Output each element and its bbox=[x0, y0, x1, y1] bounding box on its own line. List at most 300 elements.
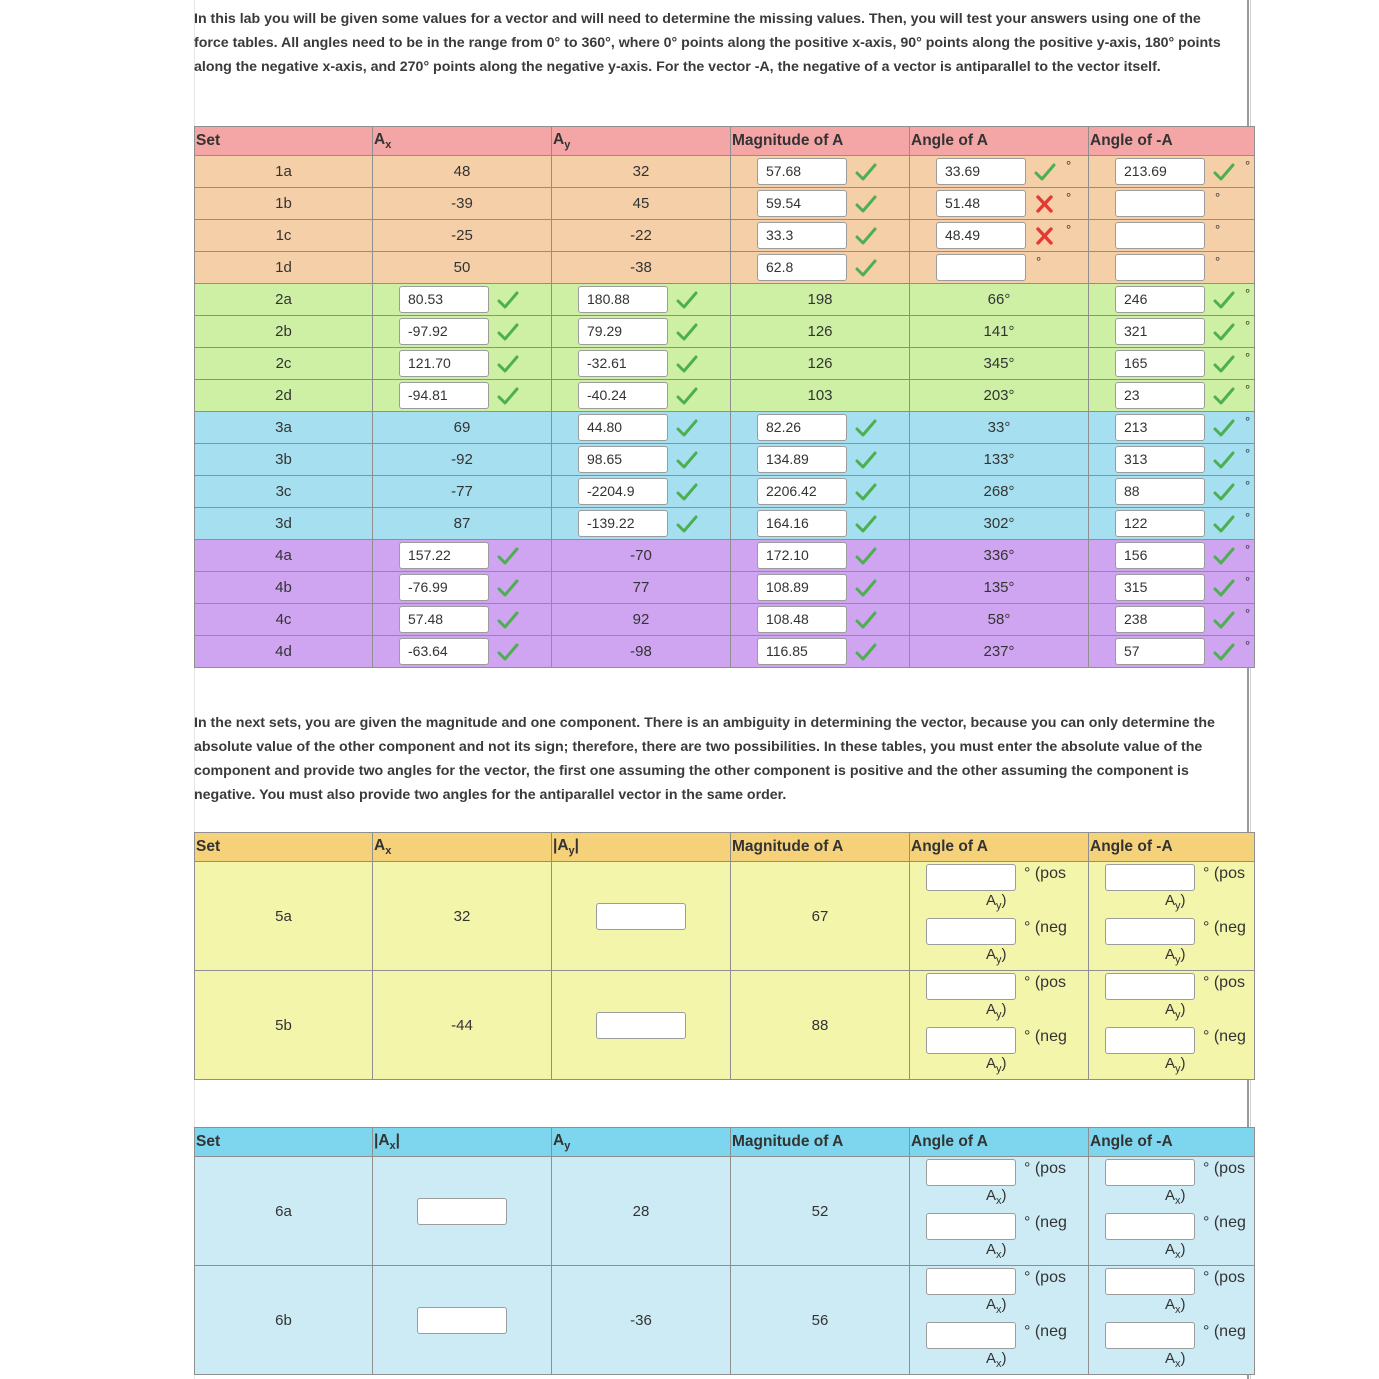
check-icon bbox=[497, 547, 519, 565]
cell-mag bbox=[731, 604, 910, 636]
cell-content bbox=[731, 220, 909, 251]
check-icon bbox=[676, 291, 698, 309]
ax-input[interactable]: -63.64 bbox=[399, 638, 489, 665]
angle-input[interactable] bbox=[926, 864, 1016, 891]
table-row bbox=[195, 156, 1255, 188]
check-icon bbox=[676, 451, 698, 469]
angle-input[interactable] bbox=[926, 1268, 1016, 1295]
cell-ax: 69 bbox=[373, 412, 552, 444]
table-row bbox=[195, 380, 1255, 412]
cell-ay bbox=[552, 380, 731, 412]
ambiguous-angle-entry bbox=[1089, 1025, 1254, 1079]
ambiguous-angle-entry bbox=[910, 1025, 1088, 1079]
cell-content bbox=[552, 380, 730, 411]
header-ay: $A_y$ bbox=[552, 1128, 731, 1157]
set-label: 3c bbox=[195, 476, 373, 508]
mag-input[interactable]: 164.16 bbox=[757, 510, 847, 537]
check-icon bbox=[855, 227, 877, 245]
angle-input[interactable] bbox=[1105, 1322, 1195, 1349]
ax-input[interactable]: -76.99 bbox=[399, 574, 489, 601]
cell-content bbox=[373, 380, 551, 411]
ambiguous-angle-entry bbox=[910, 1211, 1088, 1265]
cell-abs-ax bbox=[373, 1157, 552, 1266]
angle-input[interactable] bbox=[1105, 1027, 1195, 1054]
ambiguous-angle-entry bbox=[1089, 1266, 1254, 1320]
check-icon bbox=[1213, 483, 1235, 501]
nang-input[interactable]: 23 bbox=[1115, 382, 1205, 409]
header-neg-angle: Angle of -A bbox=[1089, 127, 1255, 156]
ambiguous-angle-entry bbox=[1089, 1157, 1254, 1211]
cell-content bbox=[731, 252, 909, 283]
cell-content bbox=[731, 412, 909, 443]
nang-input[interactable]: 165 bbox=[1115, 350, 1205, 377]
degree-symbol: ° bbox=[1245, 446, 1251, 461]
degree-symbol: ° bbox=[1215, 222, 1221, 237]
ambiguous-angle-entry bbox=[910, 862, 1088, 916]
mag-input[interactable]: 33.3 bbox=[757, 222, 847, 249]
header-abs-ay: $|A_y|$ bbox=[552, 833, 731, 862]
angle-input[interactable] bbox=[926, 1027, 1016, 1054]
ax-input[interactable]: -94.81 bbox=[399, 382, 489, 409]
cell-ay: 45 bbox=[552, 188, 731, 220]
cell-ang: 268° bbox=[910, 476, 1089, 508]
cell-ang: 66° bbox=[910, 284, 1089, 316]
cell-ang: 141° bbox=[910, 316, 1089, 348]
cell-angle bbox=[910, 971, 1089, 1080]
degree-symbol: ° bbox=[1245, 414, 1251, 429]
degree-symbol: ° bbox=[1245, 286, 1251, 301]
component-label: $A_y$) bbox=[986, 946, 1007, 966]
check-icon bbox=[855, 163, 877, 181]
header-magnitude: Magnitude of A bbox=[731, 1128, 910, 1157]
cell-ax bbox=[373, 284, 552, 316]
mag-input[interactable]: 62.8 bbox=[757, 254, 847, 281]
cell-abs-ay bbox=[552, 862, 731, 971]
mag-input[interactable]: 2206.42 bbox=[757, 478, 847, 505]
cell-ay: -98 bbox=[552, 636, 731, 668]
header-set: Set bbox=[195, 1128, 373, 1157]
check-icon bbox=[1213, 451, 1235, 469]
cell-angle bbox=[910, 1266, 1089, 1375]
cell-content bbox=[1089, 284, 1254, 315]
cell-nang bbox=[1089, 220, 1255, 252]
angle-input[interactable] bbox=[926, 973, 1016, 1000]
cell-content bbox=[731, 604, 909, 635]
header-ax: $A_x$ bbox=[373, 833, 552, 862]
component-label: $A_y$) bbox=[986, 1001, 1007, 1021]
cell-ax: 32 bbox=[373, 862, 552, 971]
angle-input[interactable] bbox=[926, 1213, 1016, 1240]
cell-ang: 203° bbox=[910, 380, 1089, 412]
cell-content bbox=[373, 636, 551, 667]
cell-ay bbox=[552, 476, 731, 508]
cell-ang: 33° bbox=[910, 412, 1089, 444]
ang-input[interactable]: 48.49 bbox=[936, 222, 1026, 249]
cell-content bbox=[552, 444, 730, 475]
cell-ang bbox=[910, 156, 1089, 188]
cell-content bbox=[1089, 604, 1254, 635]
cell-nang bbox=[1089, 508, 1255, 540]
cell-content bbox=[552, 284, 730, 315]
cell-mag bbox=[731, 252, 910, 284]
ax-input[interactable]: 157.22 bbox=[399, 542, 489, 569]
ambiguous-angle-entry bbox=[910, 971, 1088, 1025]
check-icon bbox=[676, 419, 698, 437]
ambiguous-angle-entry bbox=[1089, 971, 1254, 1025]
nang-input[interactable]: 321 bbox=[1115, 318, 1205, 345]
ax-input[interactable]: 80.53 bbox=[399, 286, 489, 313]
cell-nang bbox=[1089, 348, 1255, 380]
mag-input[interactable]: 134.89 bbox=[757, 446, 847, 473]
nang-input[interactable]: 246 bbox=[1115, 286, 1205, 313]
set-label: 5b bbox=[195, 971, 373, 1080]
ax-input[interactable]: -97.92 bbox=[399, 318, 489, 345]
degree-symbol: ° bbox=[1215, 254, 1221, 269]
cell-ax: -25 bbox=[373, 220, 552, 252]
mag-input[interactable]: 57.68 bbox=[757, 158, 847, 185]
component-label: $A_x$) bbox=[986, 1296, 1007, 1316]
check-icon bbox=[676, 515, 698, 533]
cell-nang bbox=[1089, 604, 1255, 636]
set-label: 1b bbox=[195, 188, 373, 220]
degree-symbol: ° bbox=[1245, 542, 1251, 557]
check-icon bbox=[1213, 163, 1235, 181]
component-label: $A_x$) bbox=[1165, 1350, 1186, 1370]
mag-input[interactable]: 59.54 bbox=[757, 190, 847, 217]
set-label: 4b bbox=[195, 572, 373, 604]
degree-symbol: ° bbox=[1245, 638, 1251, 653]
cell-ax bbox=[373, 604, 552, 636]
component-label: $A_y$) bbox=[1165, 1001, 1186, 1021]
cell-content bbox=[1089, 380, 1254, 411]
check-icon bbox=[676, 323, 698, 341]
set-label: 3a bbox=[195, 412, 373, 444]
header-set: Set bbox=[195, 833, 373, 862]
check-icon bbox=[855, 451, 877, 469]
cell-content bbox=[731, 540, 909, 571]
cell-ax bbox=[373, 316, 552, 348]
angle-input[interactable] bbox=[1105, 864, 1195, 891]
degree-symbol: ° bbox=[1245, 318, 1251, 333]
table-row bbox=[195, 540, 1255, 572]
cell-ax bbox=[373, 572, 552, 604]
cell-magnitude: 88 bbox=[731, 971, 910, 1080]
angle-input[interactable] bbox=[1105, 973, 1195, 1000]
check-icon bbox=[497, 611, 519, 629]
cell-ax bbox=[373, 540, 552, 572]
angle-label: ° (neg bbox=[1024, 919, 1067, 936]
cell-ay: -38 bbox=[552, 252, 731, 284]
check-icon bbox=[855, 643, 877, 661]
cell-magnitude: 56 bbox=[731, 1266, 910, 1375]
table-row bbox=[195, 1266, 1255, 1375]
cell-ay bbox=[552, 316, 731, 348]
cell-content bbox=[552, 348, 730, 379]
table-row bbox=[195, 188, 1255, 220]
cell-content bbox=[731, 636, 909, 667]
abs-ax-input[interactable] bbox=[417, 1198, 507, 1225]
cell-ax bbox=[373, 380, 552, 412]
mag-input[interactable]: 82.26 bbox=[757, 414, 847, 441]
table-row bbox=[195, 444, 1255, 476]
check-icon bbox=[1213, 611, 1235, 629]
ay-input[interactable]: 44.80 bbox=[578, 414, 668, 441]
degree-symbol: ° bbox=[1245, 574, 1251, 589]
check-icon bbox=[855, 547, 877, 565]
cell-content bbox=[373, 540, 551, 571]
header-set: Set bbox=[195, 127, 373, 156]
cell-nang bbox=[1089, 412, 1255, 444]
check-icon bbox=[855, 419, 877, 437]
cell-nang bbox=[1089, 316, 1255, 348]
cell-ay: -36 bbox=[552, 1266, 731, 1375]
component-label: $A_x$) bbox=[1165, 1241, 1186, 1261]
cell-content bbox=[731, 572, 909, 603]
cell-content bbox=[373, 572, 551, 603]
table-row bbox=[195, 862, 1255, 971]
set-label: 2d bbox=[195, 380, 373, 412]
angle-label: ° (pos bbox=[1024, 1160, 1066, 1177]
nang-input[interactable]: 122 bbox=[1115, 510, 1205, 537]
angle-input[interactable] bbox=[926, 1159, 1016, 1186]
check-icon bbox=[855, 611, 877, 629]
check-icon bbox=[1213, 515, 1235, 533]
ang-input[interactable]: 33.69 bbox=[936, 158, 1026, 185]
cell-ang: 58° bbox=[910, 604, 1089, 636]
check-icon bbox=[676, 387, 698, 405]
check-icon bbox=[676, 355, 698, 373]
nang-input[interactable]: 213 bbox=[1115, 414, 1205, 441]
set-label: 4d bbox=[195, 636, 373, 668]
mag-input[interactable]: 116.85 bbox=[757, 638, 847, 665]
cell-content bbox=[1089, 348, 1254, 379]
set-label: 4a bbox=[195, 540, 373, 572]
cell-ax: 50 bbox=[373, 252, 552, 284]
header-magnitude: Magnitude of A bbox=[731, 127, 910, 156]
cell-ay bbox=[552, 508, 731, 540]
cell-ax: 87 bbox=[373, 508, 552, 540]
set-label: 1a bbox=[195, 156, 373, 188]
cell-ay: -22 bbox=[552, 220, 731, 252]
cell-content bbox=[1089, 540, 1254, 571]
table-row bbox=[195, 348, 1255, 380]
cell-ang: 336° bbox=[910, 540, 1089, 572]
angle-input[interactable] bbox=[1105, 1268, 1195, 1295]
abs-ay-input[interactable] bbox=[596, 903, 686, 930]
cell-ang bbox=[910, 252, 1089, 284]
table-row bbox=[195, 971, 1255, 1080]
ambiguous-angle-entry bbox=[1089, 862, 1254, 916]
angle-label: ° (pos bbox=[1024, 865, 1066, 882]
cell-content bbox=[731, 444, 909, 475]
check-icon bbox=[855, 195, 877, 213]
cell-content bbox=[731, 508, 909, 539]
cell-ax bbox=[373, 636, 552, 668]
cell-content bbox=[373, 348, 551, 379]
degree-symbol: ° bbox=[1245, 382, 1251, 397]
nang-input[interactable]: 313 bbox=[1115, 446, 1205, 473]
angle-input[interactable] bbox=[926, 918, 1016, 945]
abs-ay-input[interactable] bbox=[596, 1012, 686, 1039]
cell-abs-ay bbox=[552, 971, 731, 1080]
check-icon bbox=[855, 483, 877, 501]
ambiguous-angle-pair bbox=[910, 1266, 1088, 1374]
angle-label: ° (pos bbox=[1203, 865, 1245, 882]
table-row bbox=[195, 572, 1255, 604]
cell-ay bbox=[552, 348, 731, 380]
set-label: 1c bbox=[195, 220, 373, 252]
set-label: 5a bbox=[195, 862, 373, 971]
check-icon bbox=[497, 355, 519, 373]
component-label: $A_x$) bbox=[1165, 1296, 1186, 1316]
ang-input[interactable]: 51.48 bbox=[936, 190, 1026, 217]
angle-input[interactable] bbox=[1105, 918, 1195, 945]
cell-ay: 32 bbox=[552, 156, 731, 188]
ay-input[interactable]: 79.29 bbox=[578, 318, 668, 345]
set-label: 3d bbox=[195, 508, 373, 540]
degree-symbol: ° bbox=[1245, 606, 1251, 621]
cell-content bbox=[1089, 252, 1254, 283]
table-row bbox=[195, 604, 1255, 636]
angle-label: ° (neg bbox=[1203, 1028, 1246, 1045]
check-icon bbox=[1213, 643, 1235, 661]
cell-neg-angle bbox=[1089, 1266, 1255, 1375]
cell-ax: -44 bbox=[373, 971, 552, 1080]
ax-input[interactable]: 121.70 bbox=[399, 350, 489, 377]
component-label: $A_y$) bbox=[986, 1055, 1007, 1075]
component-label: $A_x$) bbox=[1165, 1187, 1186, 1207]
component-label: $A_x$) bbox=[986, 1187, 1007, 1207]
cell-content bbox=[373, 604, 551, 635]
cell-content bbox=[373, 284, 551, 315]
cell-mag bbox=[731, 476, 910, 508]
cell-ay bbox=[552, 444, 731, 476]
angle-label: ° (neg bbox=[1024, 1214, 1067, 1231]
ay-input[interactable]: -2204.9 bbox=[578, 478, 668, 505]
cell-content bbox=[910, 252, 1088, 283]
cell-mag: 126 bbox=[731, 316, 910, 348]
cell-nang bbox=[1089, 636, 1255, 668]
set-label: 2c bbox=[195, 348, 373, 380]
cell-content bbox=[731, 156, 909, 187]
ay-input[interactable]: 98.65 bbox=[578, 446, 668, 473]
ambiguous-angle-entry bbox=[910, 916, 1088, 970]
ambiguous-angle-entry bbox=[910, 1266, 1088, 1320]
ay-input[interactable]: -40.24 bbox=[578, 382, 668, 409]
cell-mag bbox=[731, 572, 910, 604]
nang-input[interactable]: 238 bbox=[1115, 606, 1205, 633]
angle-label: ° (pos bbox=[1024, 974, 1066, 991]
angle-label: ° (neg bbox=[1203, 1214, 1246, 1231]
cell-nang bbox=[1089, 540, 1255, 572]
abs-ax-input[interactable] bbox=[417, 1307, 507, 1334]
nang-input[interactable]: 57 bbox=[1115, 638, 1205, 665]
angle-label: ° (neg bbox=[1024, 1028, 1067, 1045]
ax-input[interactable]: 57.48 bbox=[399, 606, 489, 633]
check-icon bbox=[855, 515, 877, 533]
mag-input[interactable]: 108.89 bbox=[757, 574, 847, 601]
cell-ay: 92 bbox=[552, 604, 731, 636]
angle-input[interactable] bbox=[1105, 1159, 1195, 1186]
cell-nang bbox=[1089, 444, 1255, 476]
ambiguous-angle-entry bbox=[910, 1320, 1088, 1374]
cell-ax: 48 bbox=[373, 156, 552, 188]
nang-input[interactable]: 88 bbox=[1115, 478, 1205, 505]
cell-ang: 135° bbox=[910, 572, 1089, 604]
cell-angle bbox=[910, 862, 1089, 971]
nang-input[interactable] bbox=[1115, 222, 1205, 249]
cell-mag bbox=[731, 508, 910, 540]
header-neg-angle: Angle of -A bbox=[1089, 833, 1255, 862]
check-icon bbox=[497, 387, 519, 405]
nang-input[interactable]: 213.69 bbox=[1115, 158, 1205, 185]
angle-label: ° (pos bbox=[1203, 974, 1245, 991]
cell-mag bbox=[731, 540, 910, 572]
component-label: $A_y$) bbox=[1165, 946, 1186, 966]
cell-ay: -70 bbox=[552, 540, 731, 572]
angle-label: ° (pos bbox=[1203, 1160, 1245, 1177]
cell-ax: -77 bbox=[373, 476, 552, 508]
cell-ang bbox=[910, 188, 1089, 220]
nang-input[interactable]: 156 bbox=[1115, 542, 1205, 569]
cell-content bbox=[1089, 412, 1254, 443]
ay-input[interactable]: -32.61 bbox=[578, 350, 668, 377]
check-icon bbox=[1213, 419, 1235, 437]
vector-table-2 bbox=[194, 832, 1255, 1080]
cell-content bbox=[1089, 220, 1254, 251]
cell-mag bbox=[731, 156, 910, 188]
ambiguous-angle-pair bbox=[1089, 1157, 1254, 1265]
component-label: $A_x$) bbox=[986, 1350, 1007, 1370]
component-label: $A_y$) bbox=[1165, 1055, 1186, 1075]
check-icon bbox=[855, 579, 877, 597]
ambiguous-angle-entry bbox=[910, 1157, 1088, 1211]
ambiguous-angle-pair bbox=[1089, 971, 1254, 1079]
cell-ay bbox=[552, 284, 731, 316]
ay-input[interactable]: 180.88 bbox=[578, 286, 668, 313]
ay-input[interactable]: -139.22 bbox=[578, 510, 668, 537]
check-icon bbox=[497, 579, 519, 597]
angle-input[interactable] bbox=[1105, 1213, 1195, 1240]
nang-input[interactable]: 315 bbox=[1115, 574, 1205, 601]
cell-mag: 198 bbox=[731, 284, 910, 316]
header-neg-angle: Angle of -A bbox=[1089, 1128, 1255, 1157]
check-icon bbox=[1213, 323, 1235, 341]
cell-content bbox=[1089, 156, 1254, 187]
ang-input[interactable] bbox=[936, 254, 1026, 281]
mag-input[interactable]: 108.48 bbox=[757, 606, 847, 633]
degree-symbol: ° bbox=[1066, 190, 1072, 205]
set-label: 6b bbox=[195, 1266, 373, 1375]
ambiguous-angle-pair bbox=[1089, 1266, 1254, 1374]
set-label: 1d bbox=[195, 252, 373, 284]
header-angle: Angle of A bbox=[910, 127, 1089, 156]
cell-content bbox=[552, 508, 730, 539]
degree-symbol: ° bbox=[1066, 222, 1072, 237]
angle-label: ° (neg bbox=[1203, 1323, 1246, 1340]
cell-content bbox=[373, 316, 551, 347]
angle-input[interactable] bbox=[926, 1322, 1016, 1349]
cell-nang bbox=[1089, 156, 1255, 188]
degree-symbol: ° bbox=[1245, 478, 1251, 493]
table-row bbox=[195, 508, 1255, 540]
mag-input[interactable]: 172.10 bbox=[757, 542, 847, 569]
nang-input[interactable] bbox=[1115, 190, 1205, 217]
ambiguity-paragraph: In the next sets, you are given the magnitude and one component. There is an ambiguity in determining the vector, because you can only determine the absolute value of the other component and not its sign; therefore, there are two possibilities. In these tables, you must enter the absolute value of the component and provide two angles for the vector, the first one assuming the other component is positive and the other assuming the component is negative. You must also provide two angles for the antiparallel vector in the same order. bbox=[194, 715, 1215, 803]
nang-input[interactable] bbox=[1115, 254, 1205, 281]
set-label: 2b bbox=[195, 316, 373, 348]
header-ax: $A_x$ bbox=[373, 127, 552, 156]
